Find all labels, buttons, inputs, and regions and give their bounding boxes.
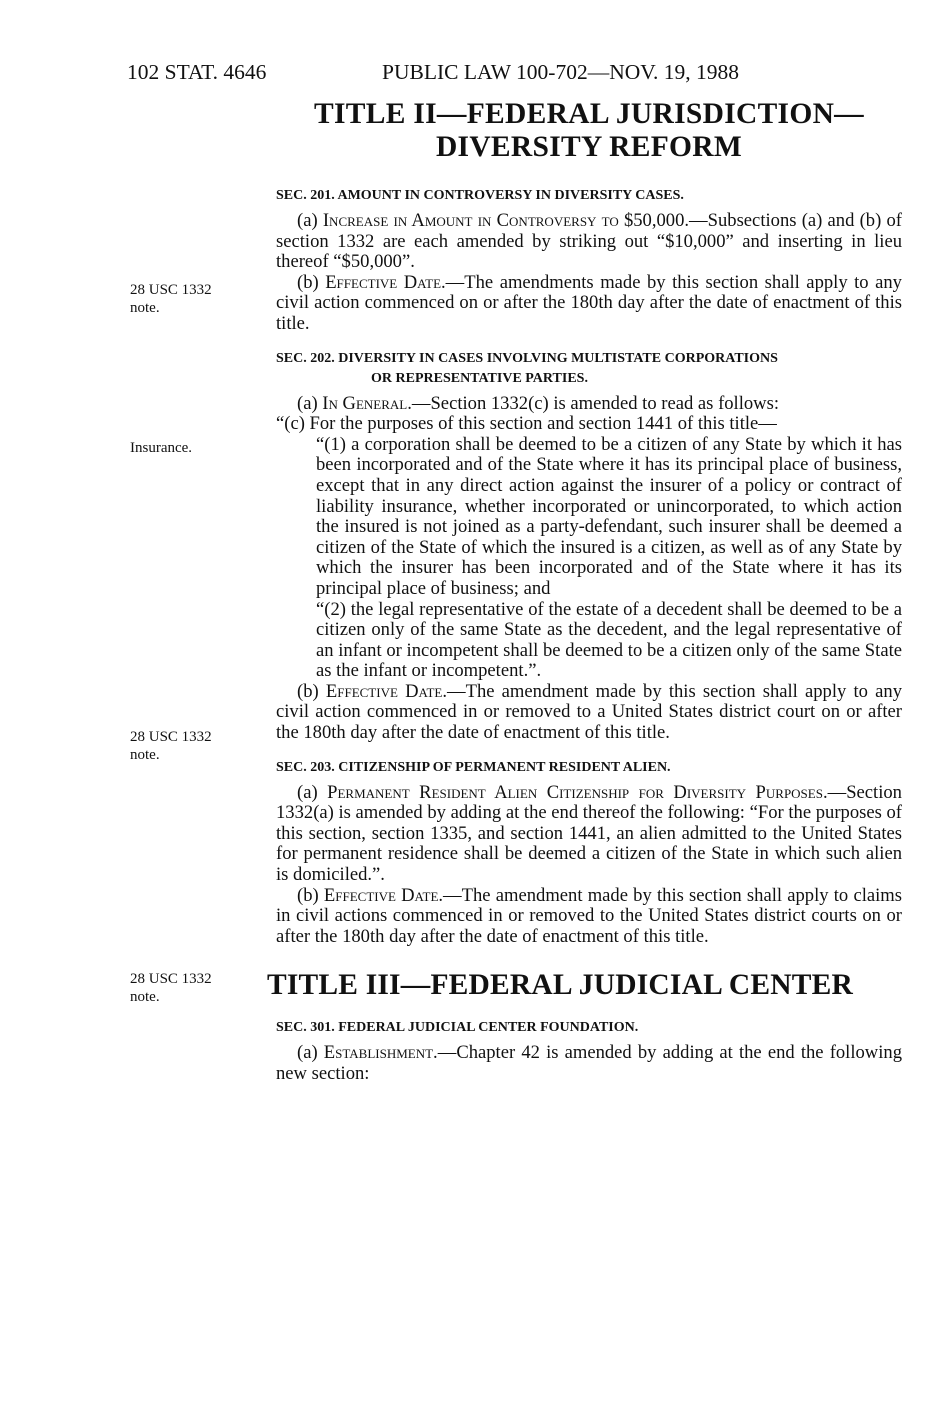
title-ii-line2: DIVERSITY REFORM bbox=[435, 131, 743, 163]
statute-page-number: 102 STAT. 4646 bbox=[127, 60, 267, 84]
document-body bbox=[266, 98, 902, 1085]
paragraph-text: —The amendment made by this section shall apply to any civil action commenced in or removed to a United States district court on or after the 180th day after the date of enactment of this title. bbox=[276, 680, 902, 744]
section-202-paragraph-a bbox=[276, 394, 902, 415]
title-iii-heading: TITLE III—FEDERAL JUDICIAL CENTER bbox=[266, 969, 854, 1002]
section-202-paragraph-b bbox=[276, 682, 902, 744]
paragraph-caption: Permanent Resident Alien Citizenship for Diversity Purposes. bbox=[327, 781, 828, 803]
paragraph-caption: Effective Date. bbox=[325, 271, 446, 293]
paragraph-label: (a) bbox=[297, 392, 323, 414]
section-203-heading: SEC. 203. CITIZENSHIP OF PERMANENT RESIDENT ALIEN. bbox=[276, 759, 671, 775]
paragraph-label: (b) bbox=[297, 884, 324, 906]
paragraph-label: (b) bbox=[297, 271, 326, 293]
paragraph-caption: Effective Date. bbox=[323, 884, 444, 906]
public-law-citation: PUBLIC LAW 100-702—NOV. 19, 1988 bbox=[382, 60, 740, 84]
section-202-item-2: “(2) the legal representative of the estate of a decedent shall be deemed to be a citizen only of the same State as the decedent, and the legal representative of an infant or incompetent shall be deemed to be a citizen only of the same State as the infant or incompetent.”. bbox=[316, 598, 902, 682]
page-header bbox=[127, 60, 907, 90]
paragraph-text: $50,000.—Subsections (a) and (b) of section 1332 are each amended by striking out “$10,000” and inserting in lieu thereof “$50,000”. bbox=[276, 210, 902, 273]
title-ii-heading bbox=[276, 98, 902, 164]
section-301-heading: SEC. 301. FEDERAL JUDICIAL CENTER FOUNDATION. bbox=[276, 1020, 639, 1036]
margin-note-citation: 28 USC 1332 bbox=[130, 282, 212, 298]
margin-note-note: note. bbox=[130, 299, 160, 316]
paragraph-caption: Effective Date. bbox=[325, 680, 447, 702]
section-301-paragraph-a bbox=[276, 1043, 902, 1084]
paragraph-text: —The amendment made by this section shall apply to claims in civil actions commenced in or removed to the United States district courts on or after the 180th day after the date of enactment of this title. bbox=[276, 884, 902, 947]
section-202-quote-intro: “(c) For the purposes of this section and section 1441 of this title— bbox=[276, 413, 777, 435]
margin-note-note: note. bbox=[130, 746, 160, 763]
section-202-item-1: “(1) a corporation shall be deemed to be a citizen of any State by which it has been incorporated and of the State where it has its principal place of business, except that in any direct action against the insurer of a policy or contract of liability insurance, whether incorporated or unincorporated, to which action the insured is not joined as a party-defendant, such insurer shall be deemed a citizen of the State of which the insured is a citizen, as well as of any State by which the insurer has been incorporated and of the State where it has its principal place of business; and bbox=[316, 433, 902, 599]
margin-note-insurance bbox=[130, 440, 250, 458]
section-203-paragraph-a bbox=[276, 783, 902, 886]
section-202-heading-line2: OR REPRESENTATIVE PARTIES. bbox=[371, 370, 588, 386]
paragraph-label: (a) bbox=[297, 781, 328, 803]
paragraph-label: (b) bbox=[297, 680, 326, 702]
paragraph-label: (a) bbox=[297, 210, 323, 231]
margin-note-citation: 28 USC 1332 bbox=[130, 729, 212, 745]
paragraph-text: —Section 1332(a) is amended by adding at the end thereof the following: “For the purposes of this section, section 1335, and section 1441, an alien admitted to the United States for permanent residence shall be deemed a citizen of the State in which such alien is domiciled.”. bbox=[276, 781, 902, 886]
margin-note-citation: 28 USC 1332 bbox=[130, 971, 212, 987]
section-201-paragraph-a bbox=[276, 211, 902, 273]
paragraph-caption: In General. bbox=[322, 392, 412, 414]
section-203-paragraph-b bbox=[276, 886, 902, 948]
paragraph-caption: Increase in Amount in Controversy to bbox=[322, 210, 619, 231]
margin-note-note: note. bbox=[130, 988, 160, 1005]
section-201-paragraph-b bbox=[276, 273, 902, 335]
paragraph-text: —Section 1332(c) is amended to read as follows: bbox=[411, 392, 780, 414]
section-201-heading: SEC. 201. AMOUNT IN CONTROVERSY IN DIVERSITY CASES. bbox=[276, 188, 684, 203]
margin-note-usc-201 bbox=[130, 282, 250, 317]
paragraph-label: (a) bbox=[297, 1042, 324, 1064]
section-202-heading bbox=[276, 349, 902, 389]
section-202-heading-line1: SEC. 202. DIVERSITY IN CASES INVOLVING MULTISTATE CORPORATIONS bbox=[276, 350, 778, 366]
paragraph-text: —The amendments made by this section shall apply to any civil action commenced on or after the 180th day after the date of enactment of this title. bbox=[276, 271, 902, 334]
margin-note-label: Insurance. bbox=[130, 440, 193, 456]
title-ii-line1: TITLE II—FEDERAL JURISDICTION— bbox=[314, 98, 864, 130]
paragraph-text: —Chapter 42 is amended by adding at the end the following new section: bbox=[276, 1042, 902, 1084]
margin-note-usc-202 bbox=[130, 729, 250, 764]
paragraph-caption: Establishment. bbox=[323, 1042, 438, 1064]
